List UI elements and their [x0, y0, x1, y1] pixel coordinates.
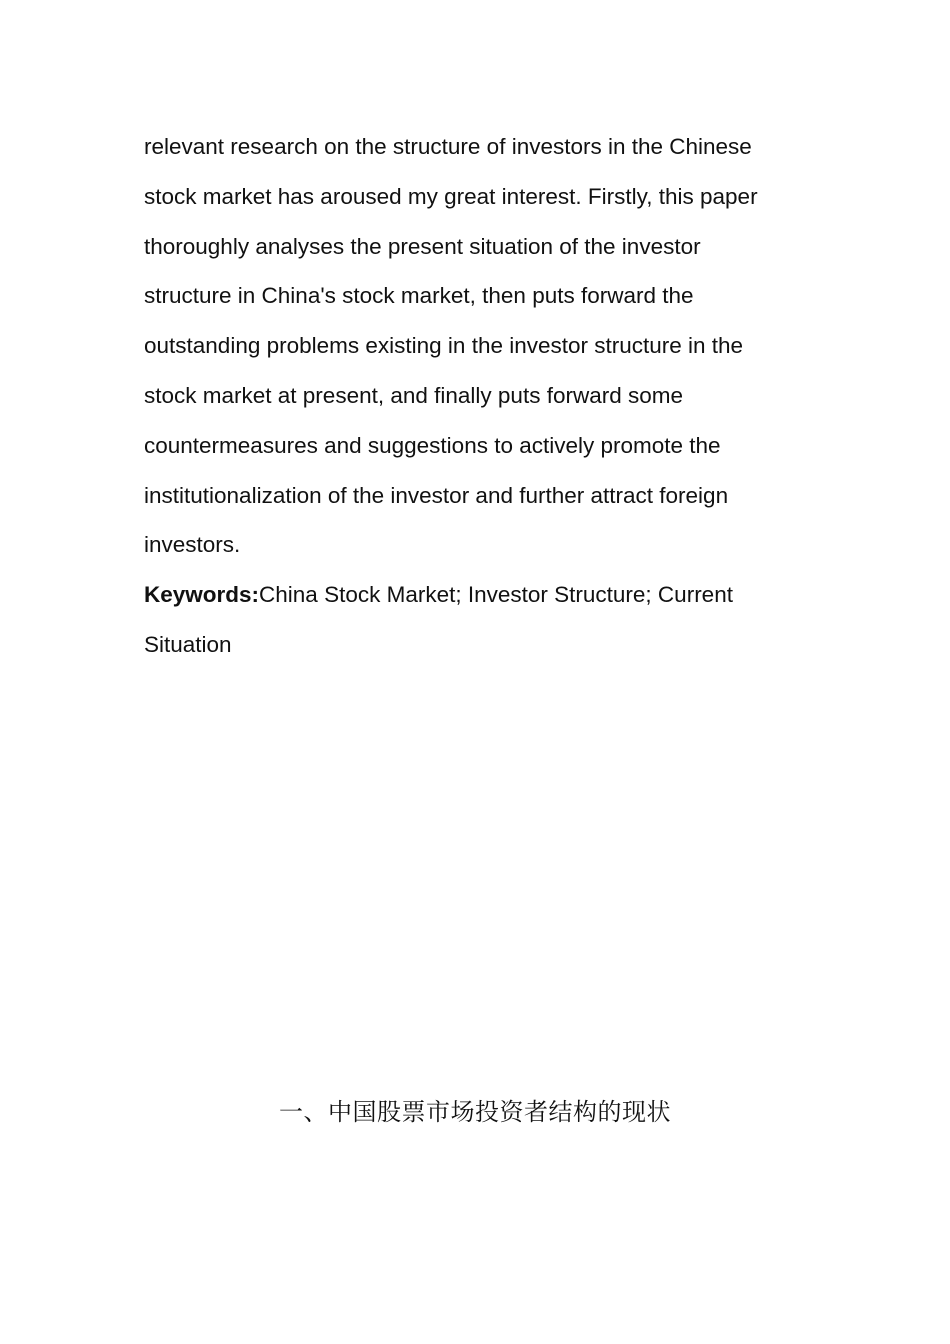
abstract-line: stock market at present, and finally puts forward some [144, 382, 683, 408]
keywords-text: China Stock Market; Investor Structure; Current [259, 582, 733, 607]
keywords-paragraph [144, 570, 794, 670]
abstract-line: structure in China's stock market, then puts forward the [144, 283, 694, 309]
abstract-paragraph [144, 122, 794, 570]
abstract-line: institutionalization of the investor and further attract foreign [144, 482, 729, 508]
abstract-line: relevant research on the structure of investors in the Chinese [144, 134, 752, 159]
abstract-line: stock market has aroused my great interest. Firstly, this paper [144, 183, 758, 209]
keywords-label: Keywords: [144, 582, 260, 607]
keywords-line [144, 570, 794, 620]
abstract-line: investors. [144, 532, 241, 558]
abstract-line: countermeasures and suggestions to actively promote the [144, 432, 721, 458]
abstract-line: thoroughly analyses the present situation of the investor [144, 233, 701, 259]
abstract-line: outstanding problems existing in the investor structure in the [144, 333, 744, 359]
keywords-text-continued: Situation [144, 631, 232, 657]
section-heading: 一、中国股票市场投资者结构的现状 [279, 1098, 671, 1126]
